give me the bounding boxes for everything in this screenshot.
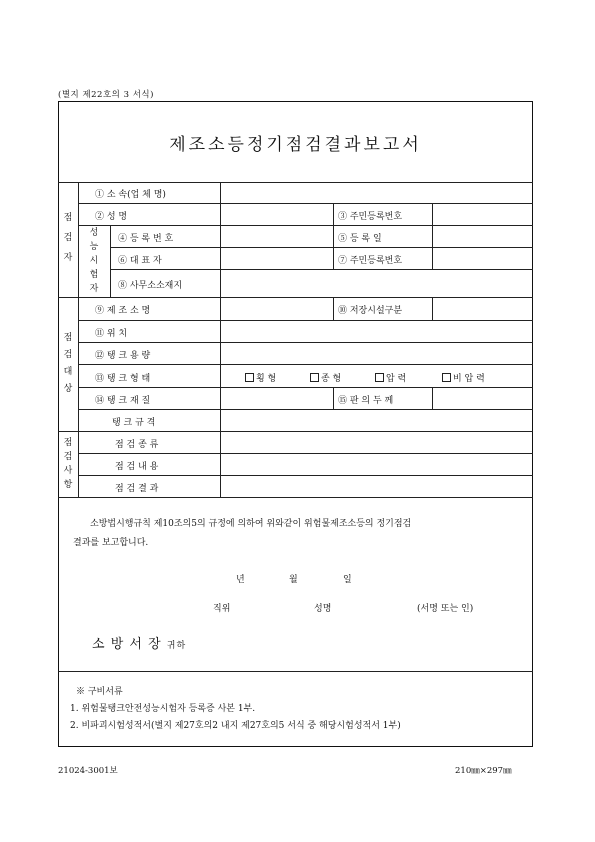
row-line: [78, 203, 533, 204]
attachments-divider: [58, 671, 533, 672]
section-inspector: 점검자: [63, 213, 73, 263]
row-line: [78, 364, 533, 365]
row-line: [110, 247, 533, 248]
label-divider: [220, 182, 221, 497]
section-line: [58, 297, 533, 298]
date-year-label: 년: [236, 575, 245, 585]
document-number: 21024-3001보: [58, 766, 118, 776]
label-divider: [333, 387, 334, 409]
recipient-title: 소 방 서 장: [92, 637, 162, 652]
label-divider: [333, 297, 334, 320]
tank-material-label: ⑭ 탱 크 재 질: [95, 396, 151, 406]
recipient: [92, 633, 186, 652]
section-items: 점검사항: [63, 438, 73, 490]
section-line: [58, 431, 533, 432]
row-line: [78, 320, 533, 321]
inspection-type-label: 점 검 종 류: [115, 440, 159, 450]
row-line: [110, 269, 533, 270]
date-day-label: 일: [343, 575, 352, 585]
resident-number-label: ⑦ 주민등록번호: [338, 256, 403, 266]
label-divider: [432, 203, 433, 269]
facility-name-label: ⑨ 제 조 소 명: [95, 306, 151, 316]
section-performance-inspector: 성능시험자: [89, 228, 99, 294]
tank-shape-option-horizontal[interactable]: 횡 형: [245, 371, 276, 384]
registration-number-label: ④ 등 록 번 호: [118, 234, 174, 244]
section-target: 점검대상: [63, 333, 73, 394]
tank-shape-option-non-pressure[interactable]: 비 압 력: [442, 371, 485, 384]
label-divider: [432, 387, 433, 409]
subsection-divider: [110, 225, 111, 297]
form-reference: (별지 제22호의 3 서식): [58, 90, 154, 100]
checkbox[interactable]: [442, 373, 451, 382]
document-title: 제조소등정기점검결과보고서: [169, 135, 422, 155]
checkbox[interactable]: [310, 373, 319, 382]
storage-type-label: ⑩ 저장시설구분: [338, 306, 403, 316]
label-divider: [333, 203, 334, 269]
resident-number-label: ③ 주민등록번호: [338, 212, 403, 222]
attachment-item: 2. 비파괴시험성적서(별지 제27호의2 내지 제27호의5 서식 중 해당시험성적서 1부): [70, 721, 401, 731]
table-bottom-line: [58, 497, 533, 498]
row-line: [78, 475, 533, 476]
checkbox[interactable]: [245, 373, 254, 382]
signature-label: (서명 또는 인): [417, 604, 474, 614]
row-line: [78, 225, 533, 226]
signer-name-label: 성명: [314, 604, 332, 614]
attachments-title: ※ 구비서류: [76, 687, 123, 697]
representative-label: ⑥ 대 표 자: [118, 256, 162, 266]
date-month-label: 월: [289, 575, 298, 585]
tank-spec-label: 탱 크 규 격: [112, 418, 156, 428]
position-label: 직위: [213, 604, 231, 614]
inspection-content-label: 점 검 내 용: [115, 462, 159, 472]
location-label: ⑪ 위 치: [95, 329, 128, 339]
checkbox[interactable]: [375, 373, 384, 382]
registration-date-label: ⑤ 등 록 일: [338, 234, 382, 244]
table-top-line: [58, 182, 533, 183]
name-label: ② 성 명: [95, 212, 128, 222]
tank-shape-option-vertical[interactable]: 종 형: [310, 371, 341, 384]
row-line: [78, 409, 533, 410]
attachment-item: 1. 위험물탱크안전성능시험자 등록증 사본 1부.: [70, 704, 256, 714]
statement-line-1: 소방법시행규칙 제10조의5의 규정에 의하여 위와같이 위험물제조소등의 정기점검: [90, 519, 412, 529]
tank-capacity-label: ⑫ 탱 크 용 량: [95, 351, 151, 361]
row-line: [78, 387, 533, 388]
plate-thickness-label: ⑮ 판 의 두 께: [338, 396, 394, 406]
paper-size: 210㎜×297㎜: [455, 766, 512, 776]
tank-shape-option-pressure[interactable]: 압 력: [375, 371, 406, 384]
row-line: [78, 453, 533, 454]
affiliation-label: ① 소 속(업 체 명): [95, 190, 166, 200]
row-line: [78, 342, 533, 343]
statement-line-2: 결과를 보고합니다.: [73, 538, 149, 548]
tank-shape-label: ⑬ 탱 크 형 태: [95, 374, 151, 384]
label-divider: [432, 297, 433, 320]
inspection-result-label: 점 검 결 과: [115, 484, 159, 494]
office-address-label: ⑧ 사무소소재지: [118, 281, 183, 291]
recipient-suffix: 귀하: [166, 641, 187, 651]
